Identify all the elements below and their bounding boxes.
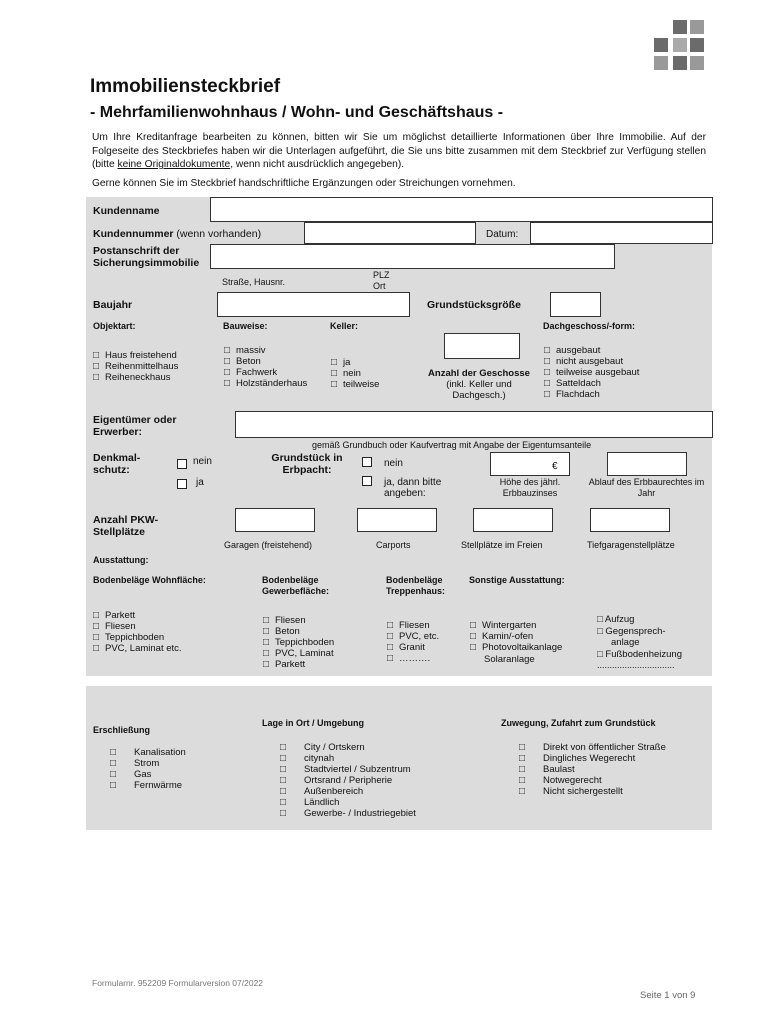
objektart-option[interactable]: □ Reiheneckhaus [93,372,178,383]
boden-wohn-label: Bodenbeläge Wohnfläche: [93,575,206,585]
lage-option[interactable]: □ Gewerbe- / Industriegebiet [280,808,416,819]
boden-treppe-list[interactable] [387,620,439,664]
bauweise-option[interactable]: □ Fachwerk [224,367,307,378]
postanschrift-field[interactable] [210,244,615,269]
erschliessung-option[interactable]: □ Fernwärme [110,780,186,791]
erschliessung-list[interactable] [110,747,186,791]
stellplaetze-caption: Stellplätze im Freien [461,540,543,550]
boden-treppe-option[interactable]: □ Granit [387,642,439,653]
tiefgarage-caption: Tiefgaragenstellplätze [587,540,675,550]
keller-option[interactable]: □ nein [331,368,379,379]
tiefgarage-field[interactable] [590,508,670,532]
sonstige-label: Sonstige Ausstattung: [469,575,565,585]
strasse-caption: Straße, Hausnr. [222,277,286,287]
boden-wohn-option[interactable]: □ Teppichboden [93,632,182,643]
zuwegung-option[interactable]: □ Baulast [519,764,666,775]
lage-option[interactable]: □ Außenbereich [280,786,416,797]
zuwegung-option[interactable]: □ Nicht sichergestellt [519,786,666,797]
sonstige-option[interactable]: □ Photovoltaikanlage [470,642,562,653]
denkmal-ja-label: ja [196,477,204,488]
boden-treppe-label: Bodenbeläge Treppenhaus: [386,575,446,596]
erschliessung-option[interactable]: □ Gas [110,769,186,780]
checkbox-icon: □ [597,614,603,625]
baujahr-label: Baujahr [93,299,133,311]
sonstige-list-a[interactable] [470,620,562,653]
boden-treppe-option[interactable]: □ PVC, etc. [387,631,439,642]
checkbox-icon: □ [597,649,603,660]
page-number: Seite 1 von 9 [640,990,696,1001]
zuwegung-list[interactable] [519,742,666,797]
dach-option[interactable]: □ ausgebaut [544,345,639,356]
boden-wohn-option[interactable]: □ Parkett [93,610,182,621]
eigentuemer-hint: gemäß Grundbuch oder Kaufvertrag mit Angabe der Eigentumsanteile [312,440,592,450]
lage-option[interactable]: □ citynah [280,753,416,764]
dach-option[interactable]: □ nicht ausgebaut [544,356,639,367]
boden-wohn-list[interactable] [93,610,182,654]
eigentuemer-field[interactable] [235,411,713,438]
bauweise-list[interactable] [224,345,307,389]
ort-caption: Ort [373,281,386,291]
dach-option[interactable]: □ Flachdach [544,389,639,400]
lage-option[interactable]: □ Stadtviertel / Subzentrum [280,764,416,775]
boden-gewerbe-option[interactable]: □ Parkett [263,659,334,670]
bauweise-option[interactable]: □ Holzständerhaus [224,378,307,389]
keller-option[interactable]: □ teilweise [331,379,379,390]
ausstattung-label: Ausstattung: [93,555,149,565]
kundennummer-field[interactable] [304,222,476,244]
objektart-label: Objektart: [93,321,136,331]
intro-hint: Gerne können Sie im Steckbrief handschriftliche Ergänzungen oder Streichungen vornehmen. [92,178,516,189]
erbbaurecht-field[interactable] [607,452,687,476]
erbpacht-ja-label: ja, dann bitte angeben: [384,477,442,499]
erschliessung-option[interactable]: □ Kanalisation [110,747,186,758]
sonstige-gegensprech[interactable]: □ Gegensprech- [597,626,666,637]
denkmal-label: Denkmal-schutz: [93,452,141,476]
dach-list[interactable] [544,345,639,400]
boden-gewerbe-label: Bodenbeläge Gewerbefläche: [262,575,330,596]
dach-option[interactable]: □ teilweise ausgebaut [544,367,639,378]
kundenname-field[interactable] [210,197,713,222]
grundstuecksgroesse-field[interactable] [550,292,601,317]
carports-caption: Carports [376,540,411,550]
boden-wohn-option[interactable]: □ Fliesen [93,621,182,632]
erbbaurecht-caption: Ablauf des Erbbaurechtes im Jahr [588,477,705,498]
boden-treppe-option[interactable]: □ Fliesen [387,620,439,631]
boden-gewerbe-option[interactable]: □ PVC, Laminat [263,648,334,659]
denkmal-ja-checkbox[interactable] [177,479,187,489]
keller-option[interactable]: □ ja [331,357,379,368]
datum-label: Datum: [486,229,519,240]
company-logo [654,20,706,70]
lage-list[interactable] [280,742,416,819]
boden-gewerbe-option[interactable]: □ Fliesen [263,615,334,626]
checkbox-icon: □ [597,626,603,637]
geschosse-label: Anzahl der Geschosse (inkl. Keller und Dachgesch.) [428,368,530,401]
kundenname-label: Kundenname [93,205,160,217]
boden-wohn-option[interactable]: □ PVC, Laminat etc. [93,643,182,654]
boden-gewerbe-list[interactable] [263,615,334,670]
sonstige-option[interactable]: □ Kamin/-ofen [470,631,562,642]
lage-option[interactable]: □ Ländlich [280,797,416,808]
zuwegung-option[interactable]: □ Dingliches Wegerecht [519,753,666,764]
lage-label: Lage in Ort / Umgebung [262,718,365,728]
sonstige-aufzug[interactable]: □ Aufzug [597,614,635,625]
zuwegung-option[interactable]: □ Notwegerecht [519,775,666,786]
lage-option[interactable]: □ City / Ortskern [280,742,416,753]
boden-gewerbe-option[interactable]: □ Teppichboden [263,637,334,648]
denkmal-nein-checkbox[interactable] [177,459,187,469]
keller-list[interactable] [331,357,379,390]
sonstige-gegensprech-anlage: anlage [611,637,640,648]
datum-field[interactable] [530,222,713,244]
kundennummer-label: Kundennummer (wenn vorhanden) [93,228,262,240]
sonstige-option[interactable]: □ Wintergarten [470,620,562,631]
dach-option[interactable]: □ Satteldach [544,378,639,389]
sonstige-freitext[interactable]: ............................... [597,660,675,670]
erschliessung-label: Erschließung [93,725,151,735]
postanschrift-label: Postanschrift der Sicherungsimmobilie [93,245,200,269]
boden-gewerbe-option[interactable]: □ Beton [263,626,334,637]
page-subtitle: - Mehrfamilienwohnhaus / Wohn- und Geschäftshaus - [90,104,504,121]
carports-field[interactable] [357,508,437,532]
erbpacht-ja-checkbox[interactable] [362,476,372,486]
objektart-option[interactable]: □ Haus freistehend [93,350,178,361]
eigentuemer-label: Eigentümer oder Erwerber: [93,414,177,438]
page-title: Immobiliensteckbrief [90,76,281,97]
keller-label: Keller: [330,321,359,331]
intro-text: Um Ihre Kreditanfrage bearbeiten zu können, bitten wir Sie um möglichst detaillierte Informationen über Ihre Immobilie. Auf der Folgeseite des Steckbriefes haben wir die Unterlagen aufgeführt, die Sie uns bitte zusammen mit dem Steckbrief zur Verfügung stellen (bitte keine Originaldokumente, wenn nicht ausdrücklich angegeben). [92,132,706,170]
lage-option[interactable]: □ Ortsrand / Peripherie [280,775,416,786]
erbpacht-nein-label: nein [384,458,403,469]
erbpacht-label: Grundstück in Erbpacht: [271,452,343,476]
stellplaetze-field[interactable] [473,508,553,532]
garagen-field[interactable] [235,508,315,532]
euro-sign: € [552,461,558,472]
bauweise-option[interactable]: □ Beton [224,356,307,367]
zuwegung-label: Zuwegung, Zufahrt zum Grundstück [501,718,656,728]
erbbauzins-caption: Höhe des jährl. Erbbauzinses [499,477,561,498]
bauweise-label: Bauweise: [223,321,268,331]
bauweise-option[interactable]: □ massiv [224,345,307,356]
pkw-label: Anzahl PKW-Stellplätze [93,514,159,538]
denkmal-nein-label: nein [193,456,212,467]
grundstuecksgroesse-label: Grundstücksgröße [427,299,521,311]
plz-caption: PLZ [373,270,390,280]
objektart-list[interactable] [93,350,178,383]
dach-label: Dachgeschoss/-form: [543,321,636,331]
geschosse-field[interactable] [444,333,520,359]
erschliessung-option[interactable]: □ Strom [110,758,186,769]
garagen-caption: Garagen (freistehend) [224,540,313,550]
sonstige-solaranlage: Solaranlage [484,654,535,665]
baujahr-field[interactable] [217,292,410,317]
form-number: Formularnr. 952209 Formularversion 07/2022 [92,978,264,988]
erbpacht-nein-checkbox[interactable] [362,457,372,467]
erbbauzins-field[interactable] [490,452,570,476]
boden-treppe-option[interactable]: □ ………. [387,653,439,664]
sonstige-fussbodenheizung[interactable]: □ Fußbodenheizung [597,649,682,660]
objektart-option[interactable]: □ Reihenmittelhaus [93,361,178,372]
zuwegung-option[interactable]: □ Direkt von öffentlicher Straße [519,742,666,753]
